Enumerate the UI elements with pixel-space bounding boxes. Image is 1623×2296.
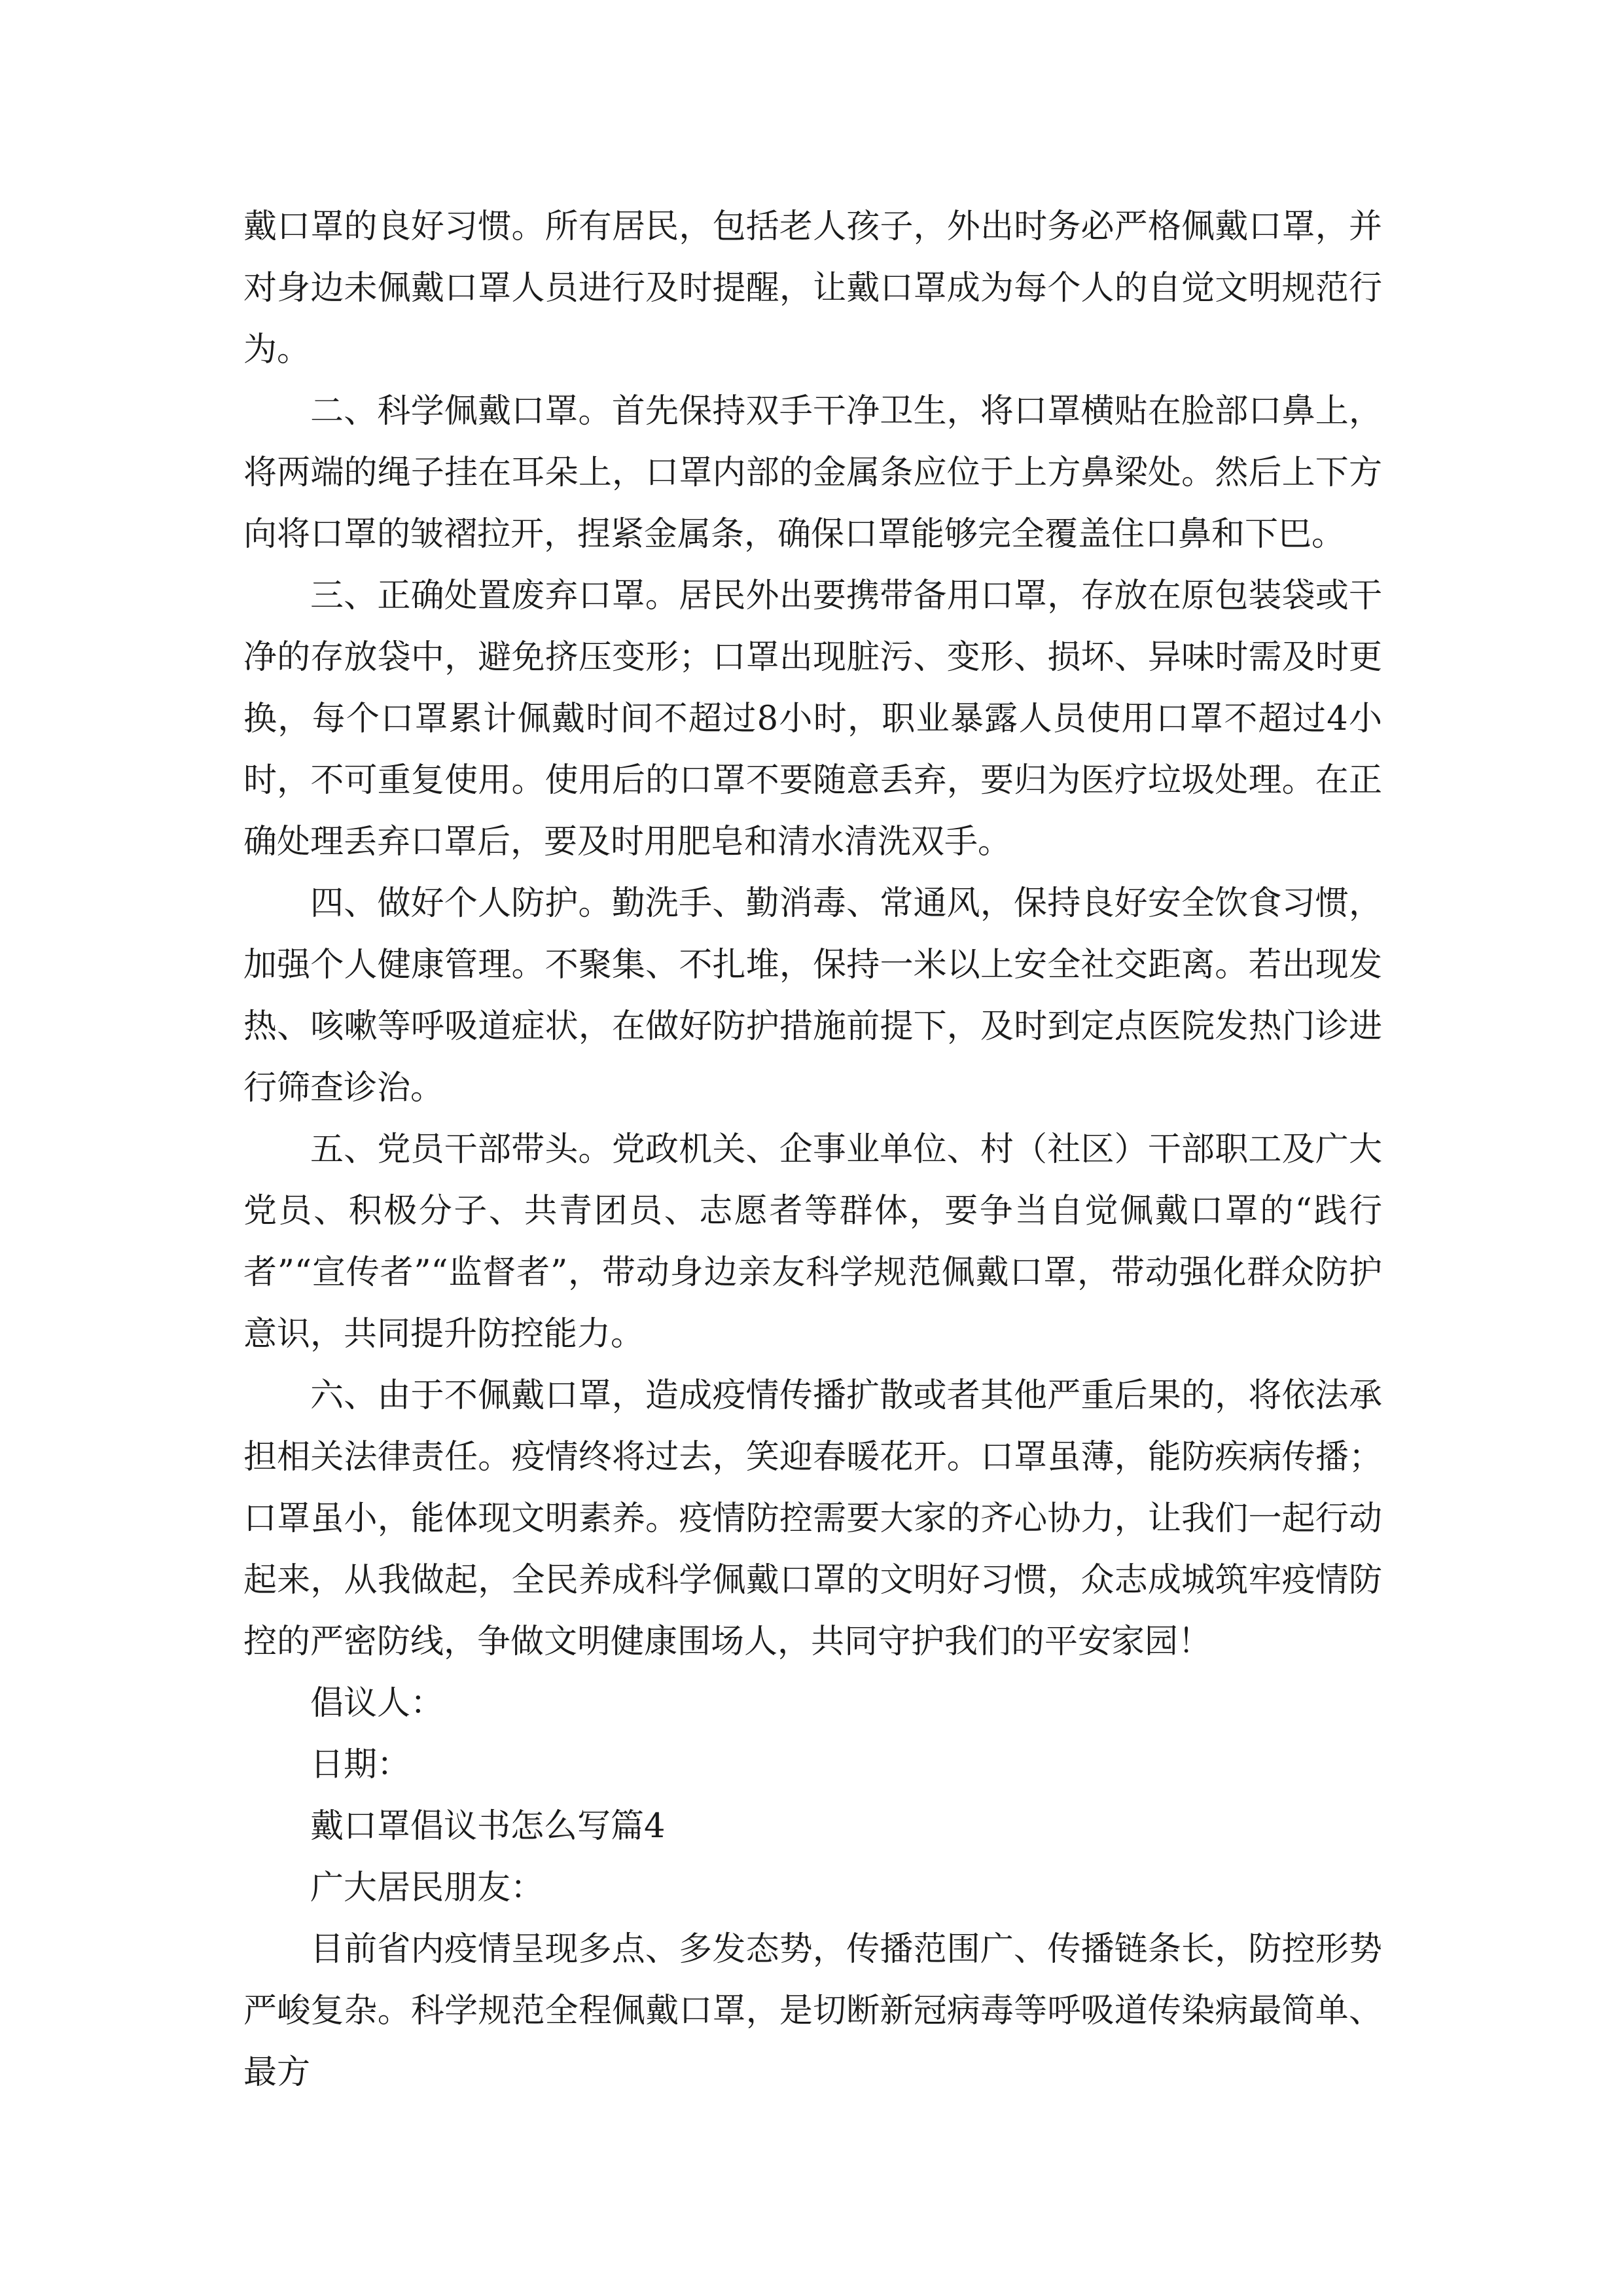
paragraph-item-5-party-members-lead: 五、党员干部带头。党政机关、企事业单位、村（社区）干部职工及广大党员、积极分子、共青团员、志愿者等群体，要争当自觉佩戴口罩的“践行者”“宣传者”“监督者”，带动身边亲友科学规范佩戴口罩，带动强化群众防护意识，共同提升防控能力。 <box>243 1130 1382 1354</box>
section-heading: 戴口罩倡议书怎么写篇4 <box>310 1807 666 1846</box>
paragraph-item-6-legal-liability: 六、由于不佩戴口罩，造成疫情传播扩散或者其他严重后果的，将依法承担相关法律责任。疫情终将过去，笑迎春暖花开。口罩虽薄，能防疾病传播；口罩虽小，能体现文明素养。疫情防控需要大家的齐心协力，让我们一起行动起来，从我做起，全民养成科学佩戴口罩的文明好习惯，众志成城筑牢疫情防控的严密防线，争做文明健康围场人，共同守护我们的平安家园！ <box>243 1376 1382 1661</box>
date-label: 日期： <box>310 1746 411 1784</box>
proposer-label: 倡议人： <box>310 1684 444 1723</box>
salutation: 广大居民朋友： <box>310 1869 544 1907</box>
document-page <box>243 196 1382 2104</box>
paragraph-intro: 目前省内疫情呈现多点、多发态势，传播范围广、传播链条长，防控形势严峻复杂。科学规范全程佩戴口罩，是切断新冠病毒等呼吸道传染病最简单、最方 <box>243 1930 1382 2092</box>
paragraph-continuation: 戴口罩的良好习惯。所有居民，包括老人孩子，外出时务必严格佩戴口罩，并对身边未佩戴口罩人员进行及时提醒，让戴口罩成为每个人的自觉文明规范行为。 <box>243 207 1382 369</box>
paragraph-item-4-personal-protection: 四、做好个人防护。勤洗手、勤消毒、常通风，保持良好安全饮食习惯，加强个人健康管理。不聚集、不扎堆，保持一米以上安全社交距离。若出现发热、咳嗽等呼吸道症状，在做好防护措施前提下，及时到定点医院发热门诊进行筛查诊治。 <box>243 884 1382 1107</box>
paragraph-item-3-dispose-masks: 三、正确处置废弃口罩。居民外出要携带备用口罩，存放在原包装袋或干净的存放袋中，避免挤压变形；口罩出现脏污、变形、损坏、异味时需及时更换，每个口罩累计佩戴时间不超过8小时，职业暴露人员使用口罩不超过4小时，不可重复使用。使用后的口罩不要随意丢弃，要归为医疗垃圾处理。在正确处理丢弃口罩后，要及时用肥皂和清水清洗双手。 <box>243 577 1382 861</box>
paragraph-item-2-wear-scientifically: 二、科学佩戴口罩。首先保持双手干净卫生，将口罩横贴在脸部口鼻上，将两端的绳子挂在耳朵上，口罩内部的金属条应位于上方鼻梁处。然后上下方向将口罩的皱褶拉开，捏紧金属条，确保口罩能够完全覆盖住口鼻和下巴。 <box>243 392 1382 554</box>
